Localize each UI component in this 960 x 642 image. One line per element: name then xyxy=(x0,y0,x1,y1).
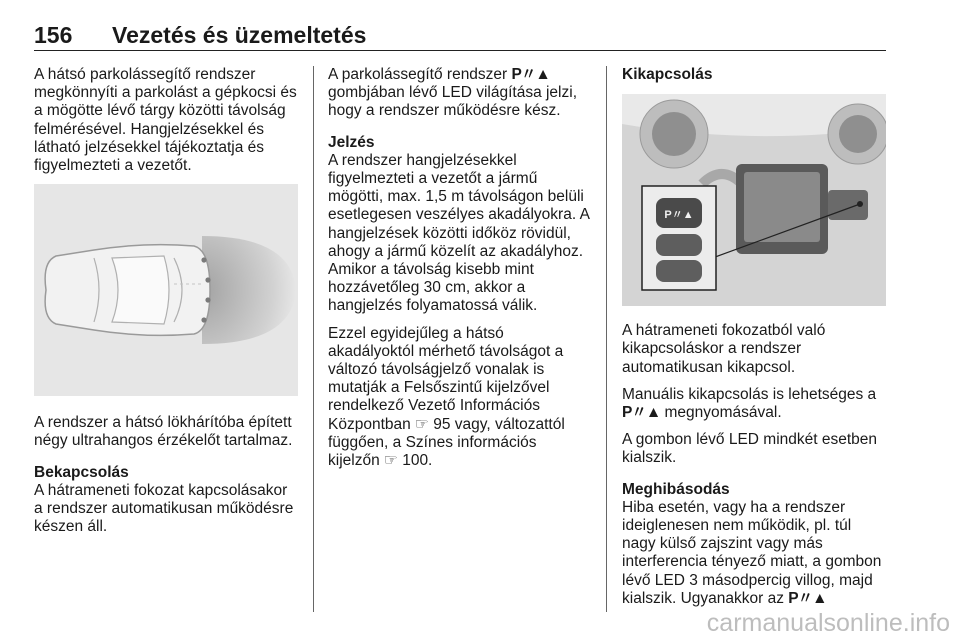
led-text-after: gombjában lévő LED világítása jelzi, hogy a rendszer működésre kész. xyxy=(328,84,577,120)
sensor-dot xyxy=(201,258,206,263)
secondary-button-1 xyxy=(656,234,702,256)
column-divider-1 xyxy=(313,66,314,612)
park-pilot-icon: P〃▲ xyxy=(622,404,661,422)
intro-paragraph: A hátsó parkolássegítő rendszer megkönnyíti a parkolást a gépkocsi és a mögötte lévő tárgy közötti távolság felmérésével. Hangjelzésekkel és látható jelzésekkel tájékoztatja és figyelmezteti a vezetőt. xyxy=(34,66,297,175)
header-rule xyxy=(34,50,886,51)
sensor-dot xyxy=(201,318,206,323)
activation-paragraph: A hátrameneti fokozat kapcsolásakor a rendszer automatikusan működésre készen áll. xyxy=(34,481,294,536)
signal-paragraph: A rendszer hangjelzésekkel figyelmezteti a vezetőt a jármű mögötti, max. 1,5 m távolságon belüli esetlegesen veszélyes akadályokra. A hangjelzések közötti időköz rövidül, ahogy a jármű közelít az akadályhoz. Amikor a távolság kisebb mint hozzávetőleg 30 cm, akkor a hangjelzés folyamatossá válik. xyxy=(328,151,590,315)
secondary-button-2 xyxy=(656,260,702,282)
column-divider-2 xyxy=(606,66,607,612)
led-off-paragraph: A gombon lévő LED mindkét esetben kialszik. xyxy=(622,431,878,467)
column-1 xyxy=(34,66,300,545)
fault-text: Hiba esetén, vagy ha a rendszer ideiglenesen nem működik, pl. túl nagy külső zajszint vagy más interferencia tényező miatt, a gombon lévő LED 3 másodpercig villog, majd kialszik. Ugyanakkor az xyxy=(622,498,882,607)
display-paragraph: Ezzel egyidejűleg a hátsó akadályoktól mérhető távolságot a változó távolságjelző vonalak is mutatják a Felsőszintű kijelzővel rendelkező Vezető Információs Központban ☞ 95 vagy, változattól függően, a Színes információs kijelzőn ☞ 100. xyxy=(328,324,565,470)
off-heading: Kikapcsolás xyxy=(622,66,713,83)
fault-paragraph xyxy=(622,499,888,608)
page-header xyxy=(34,16,886,50)
dashboard-button-illustration xyxy=(622,94,886,306)
watermark: carmanualsonline.info xyxy=(706,609,950,637)
parking-sensor-illustration xyxy=(34,184,298,396)
manual-off-paragraph xyxy=(622,386,888,422)
sensor-dot xyxy=(205,298,210,303)
park-pilot-button-icon: P〃▲ xyxy=(664,209,694,222)
chapter-title: Vezetés és üzemeltetés xyxy=(112,22,367,48)
activation-heading: Bekapcsolás xyxy=(34,463,129,481)
led-text-before: A parkolássegítő rendszer xyxy=(328,66,508,83)
manual-text-before: Manuális kikapcsolás is lehetséges a xyxy=(622,385,877,403)
signal-heading: Jelzés xyxy=(328,133,375,151)
callout-dot xyxy=(857,201,863,207)
air-vent-left-inner xyxy=(652,112,696,156)
led-paragraph xyxy=(328,66,592,121)
page-number: 156 xyxy=(34,22,73,48)
column-3 xyxy=(622,66,888,617)
car-top-view-icon xyxy=(45,245,210,336)
sensors-paragraph: A rendszer a hátsó lökhárítóba épített négy ultrahangos érzékelőt tartalmaz. xyxy=(34,414,293,450)
manual-text-after: megnyomásával. xyxy=(664,404,782,422)
park-pilot-icon: P〃▲ xyxy=(511,66,550,83)
center-display xyxy=(744,172,820,242)
off-paragraph: A hátrameneti fokozatból való kikapcsoláskor a rendszer automatikusan kikapcsol. xyxy=(622,322,826,376)
column-2 xyxy=(328,66,592,479)
air-vent-right-inner xyxy=(839,115,877,153)
fault-heading: Meghibásodás xyxy=(622,480,730,498)
sensor-dot xyxy=(205,278,210,283)
park-pilot-icon: P〃▲ xyxy=(788,589,827,607)
